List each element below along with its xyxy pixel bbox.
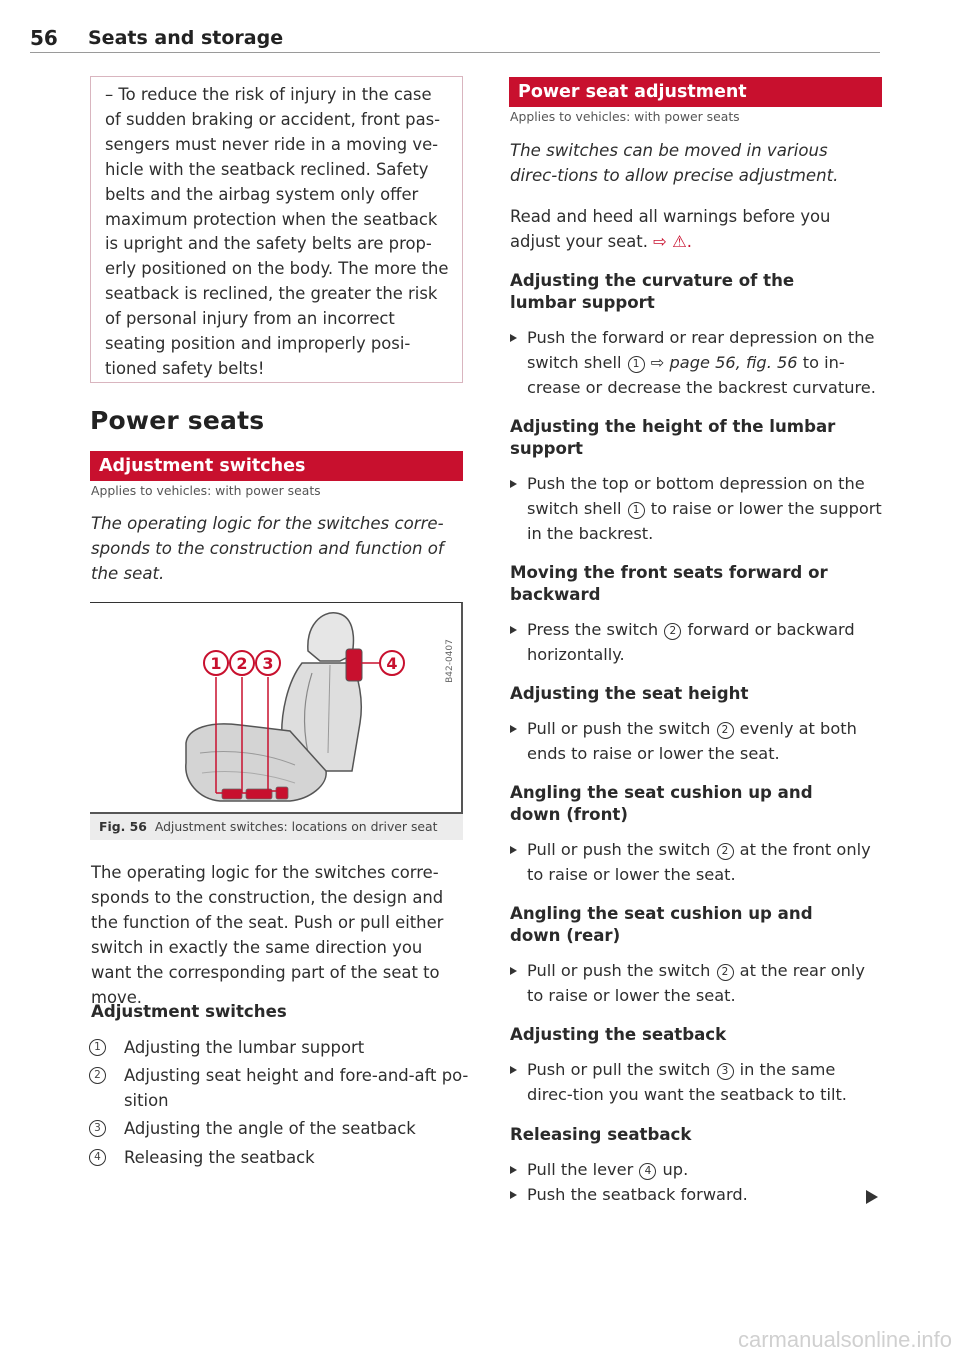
step-text: Press the switch: [527, 620, 659, 639]
step-text: Push the seatback forward.: [527, 1185, 748, 1204]
section-step: [510, 716, 882, 766]
bullet-arrow-icon: [510, 480, 517, 488]
section-step: [510, 471, 882, 546]
bullet-arrow-icon: [510, 334, 517, 342]
figure-caption-text: Adjustment switches: locations on driver seat: [154, 819, 438, 834]
applies-to-right: Applies to vehicles: with power seats: [510, 109, 740, 124]
applies-to-left: Applies to vehicles: with power seats: [91, 483, 321, 498]
switch-number: 1: [628, 502, 645, 519]
legend-number: 3: [89, 1120, 106, 1137]
bullet-arrow-icon: [510, 1066, 517, 1074]
step-text: up.: [657, 1160, 689, 1179]
bullet-arrow-icon: [510, 1191, 517, 1199]
switch-number: 3: [717, 1063, 734, 1080]
section-step: [510, 1057, 882, 1107]
figure-label: Fig. 56: [99, 819, 147, 834]
step-text: forward or backward horizontally.: [527, 620, 855, 664]
watermark: carmanualsonline.info: [737, 1327, 952, 1352]
right-intro: The switches can be moved in various direc-tions to allow precise adjustment.: [510, 141, 839, 185]
legend-text: sition: [124, 1091, 169, 1110]
section-heading: Adjusting the seat height: [510, 684, 749, 703]
section-step: [510, 325, 882, 400]
last-step: [510, 1182, 880, 1207]
power-seats-heading: Power seats: [90, 406, 265, 435]
step-text: Pull or push the switch: [527, 840, 711, 859]
page-header: [30, 22, 880, 53]
step-text: Pull or push the switch: [527, 961, 711, 980]
callout-4: [380, 651, 404, 675]
adjustment-switches-heading: Adjustment switches: [91, 1002, 287, 1021]
step-text: Push the top or bottom depression on the switch shell: [527, 474, 865, 518]
bullet-arrow-icon: [510, 967, 517, 975]
svg-text:1: 1: [210, 654, 222, 673]
switch-number: 2: [717, 843, 734, 860]
continue-arrow-icon: [866, 1190, 878, 1204]
figure-reference-link[interactable]: ⇨ page 56, fig. 56: [650, 353, 798, 372]
legend-number: 2: [89, 1067, 106, 1084]
step-text: Pull or push the switch: [527, 719, 711, 738]
figure-code: B42-0407: [445, 639, 455, 683]
read-warnings-text: Read and heed all warnings before you adjust your seat. ⇨ ⚠.: [510, 207, 831, 251]
step-text: in the same direc-tion you want the seatback to tilt.: [527, 1060, 847, 1104]
svg-text:2: 2: [236, 654, 248, 673]
adjustment-switches-bar: Adjustment switches: [90, 451, 463, 481]
step-text: Pull the lever: [527, 1160, 634, 1179]
figure-56: [90, 602, 463, 814]
section-heading: Releasing seatback: [510, 1125, 692, 1144]
step-text: at the rear only to raise or lower the seat.: [527, 961, 865, 1005]
bullet-arrow-icon: [510, 626, 517, 634]
warning-box: [90, 76, 463, 383]
step-text: at the front only to raise or lower the seat.: [527, 840, 871, 884]
legend-number: 4: [89, 1149, 106, 1166]
power-seat-adjustment-bar: Power seat adjustment: [509, 77, 882, 107]
bullet-arrow-icon: [510, 1166, 517, 1174]
legend-number: 1: [89, 1039, 106, 1056]
section-title: Seats and storage: [88, 27, 284, 49]
section-heading: Adjusting the seatback: [510, 1025, 727, 1044]
step-text: Push or pull the switch: [527, 1060, 711, 1079]
section-heading: Angling the seat cushion up and down (rear): [510, 904, 813, 945]
section-heading: Angling the seat cushion up and down (front): [510, 783, 813, 824]
page-number: 56: [30, 26, 58, 50]
svg-text:3: 3: [262, 654, 274, 673]
legend-text: Adjusting the angle of the seatback: [124, 1119, 416, 1138]
switch-number: 2: [717, 964, 734, 981]
switch-number: 2: [664, 623, 681, 640]
step-text: to in-crease or decrease the backrest curvature.: [527, 353, 876, 397]
step-text: evenly at both ends to raise or lower the seat.: [527, 719, 857, 763]
legend-text: Adjusting the lumbar support: [124, 1038, 365, 1057]
legend-text: Adjusting seat height and fore-and-aft po-: [124, 1066, 469, 1085]
callout-1: [204, 651, 228, 675]
step-text: to raise or lower the support in the backrest.: [527, 499, 882, 543]
section-heading: Adjusting the height of the lumbar support: [510, 417, 836, 458]
figure-caption: [90, 814, 463, 840]
bullet-arrow-icon: [510, 846, 517, 854]
left-intro: The operating logic for the switches corre-sponds to the construction and function of the seat.: [91, 514, 444, 583]
left-body-text: The operating logic for the switches corre-sponds to the construction, the design and the function of the seat. Push or pull either switch in exactly the same direction you want the corresponding part of the seat to move.: [91, 863, 444, 1007]
section-step: [510, 958, 882, 1008]
section-step: [510, 1157, 882, 1182]
warning-ref[interactable]: ⇨ ⚠.: [653, 232, 693, 251]
warning-text: – To reduce the risk of injury in the case of sudden braking or accident, front pas-sengers must never ride in a moving ve-hicle with the seatback reclined. Safety belts and the airbag system only offer maximum protection when the seatback is upright and the safety belts are prop-erly positioned on the body. The more the seatback is reclined, the greater the risk of personal injury from an incorrect seating position and improperly posi-tioned safety belts!: [105, 85, 449, 378]
callout-3: [256, 651, 280, 675]
switch-number: 4: [639, 1163, 656, 1180]
legend-text: Releasing the seatback: [124, 1148, 315, 1167]
seat-illustration: [90, 603, 463, 814]
step-text: Push the forward or rear depression on the switch shell: [527, 328, 875, 372]
callout-2: [230, 651, 254, 675]
section-step: [510, 837, 882, 887]
section-heading: Moving the front seats forward or backward: [510, 563, 828, 604]
section-heading: Adjusting the curvature of the lumbar support: [510, 271, 795, 312]
section-step: [510, 617, 882, 667]
svg-text:4: 4: [386, 654, 398, 673]
switch-number: 1: [628, 356, 645, 373]
switch-number: 2: [717, 722, 734, 739]
bullet-arrow-icon: [510, 725, 517, 733]
